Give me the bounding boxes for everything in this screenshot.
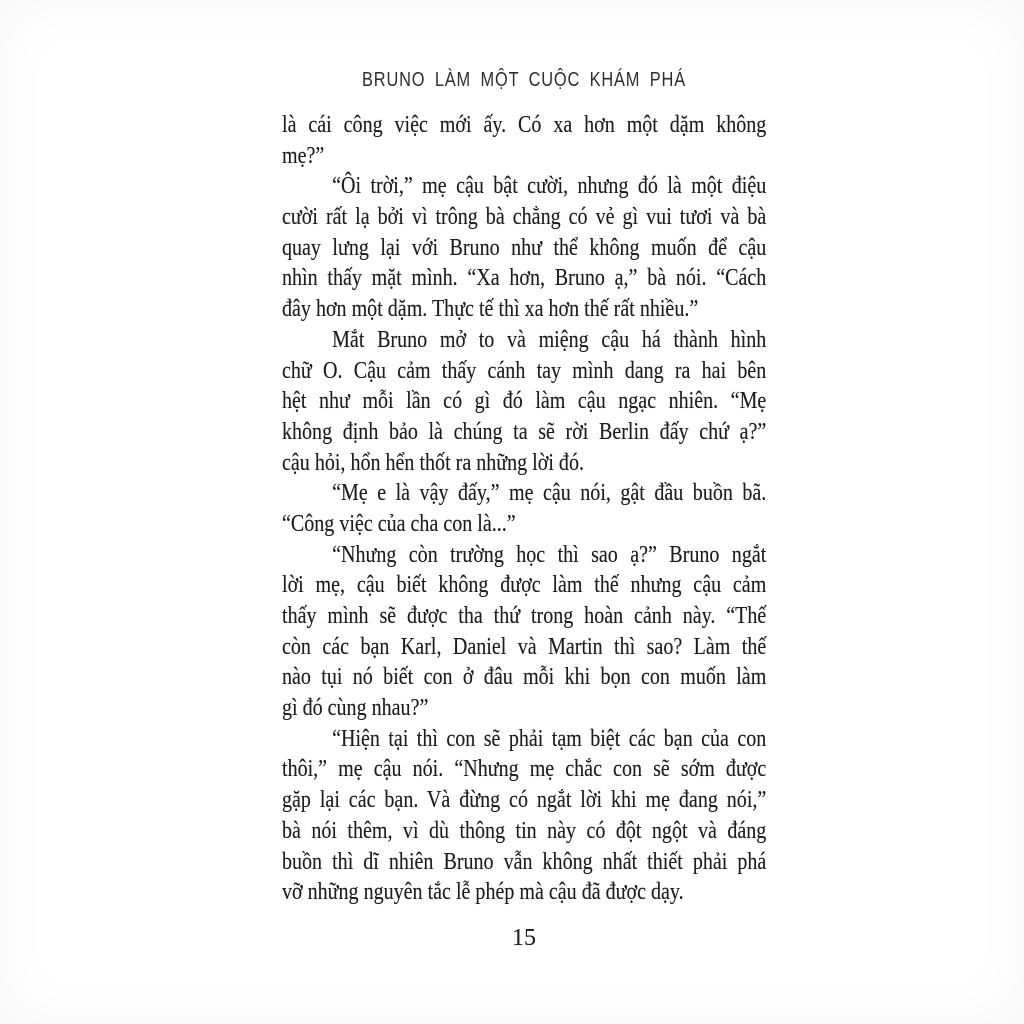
body-line: còn các bạn Karl, Daniel và Martin thì sao? Làm thế [282, 633, 767, 660]
body-line: gặp lại các bạn. Và đừng có ngắt lời khi mẹ đang nói,” [282, 787, 767, 814]
running-header: BRUNO LÀM MỘT CUỘC KHÁM PHÁ [362, 69, 686, 91]
body-line: vỡ những nguyên tắc lễ phép mà cậu đã được dạy. [282, 879, 684, 906]
body-line: “Công việc của cha con là...” [282, 510, 516, 537]
body-line: cậu hỏi, hổn hển thốt ra những lời đó. [282, 449, 584, 476]
paragraph [282, 478, 766, 539]
body-line: chữ O. Cậu cảm thấy cánh tay mình dang ra hai bên [282, 357, 767, 384]
body-line: “Nhưng còn trường học thì sao ạ?” Bruno ngắt [332, 541, 767, 568]
body-line: nào tụi nó biết con ở đâu mỗi khi bọn con muốn làm [282, 664, 767, 691]
body-line: “Ôi trời,” mẹ cậu bật cười, nhưng đó là một điệu [332, 173, 767, 200]
body-line: quay lưng lại với Bruno như thể không muốn để cậu [282, 234, 767, 261]
body-line: bà nói thêm, vì dù thông tin này có đột ngột và đáng [282, 817, 767, 844]
body-line: lời mẹ, cậu biết không được làm thế nhưng cậu cảm [282, 572, 767, 599]
body-line: hệt như mỗi lần có gì đó làm cậu ngạc nhiên. “Mẹ [282, 388, 767, 415]
body-line: thấy mình sẽ được tha thứ trong hoàn cảnh này. “Thế [282, 603, 767, 629]
page-number: 15 [512, 925, 536, 951]
body-line: nhìn thấy mặt mình. “Xa hơn, Bruno ạ,” bà nói. “Cách [282, 265, 767, 292]
body-line: gì đó cùng nhau?” [282, 695, 429, 722]
paragraph [282, 110, 766, 171]
body-line: mẹ?” [282, 142, 325, 169]
body-text [282, 110, 766, 908]
body-line: không định bảo là chúng ta sẽ rời Berlin đấy chứ ạ?” [282, 418, 767, 445]
body-line: Mắt Bruno mở to và miệng cậu há thành hình [332, 326, 767, 353]
body-line: buồn thì dĩ nhiên Bruno vẫn không nhất thiết phải phá [282, 848, 767, 875]
paragraph [282, 540, 766, 724]
body-line: cười rất lạ bởi vì trông bà chẳng có vẻ gì vui tươi và bà [282, 204, 767, 231]
body-line: “Mẹ e là vậy đấy,” mẹ cậu nói, gật đầu buồn bã. [332, 480, 767, 507]
body-line: “Hiện tại thì con sẽ phải tạm biệt các bạn của con [332, 725, 767, 752]
body-line: là cái công việc mới ấy. Có xa hơn một dặm không [282, 112, 767, 138]
paragraph [282, 724, 766, 908]
paragraph [282, 171, 766, 324]
body-line: đây hơn một dặm. Thực tế thì xa hơn thế rất nhiều.” [282, 296, 699, 323]
body-line: thôi,” mẹ cậu nói. “Nhưng mẹ chắc con sẽ sớm được [282, 756, 767, 783]
paragraph [282, 325, 766, 478]
